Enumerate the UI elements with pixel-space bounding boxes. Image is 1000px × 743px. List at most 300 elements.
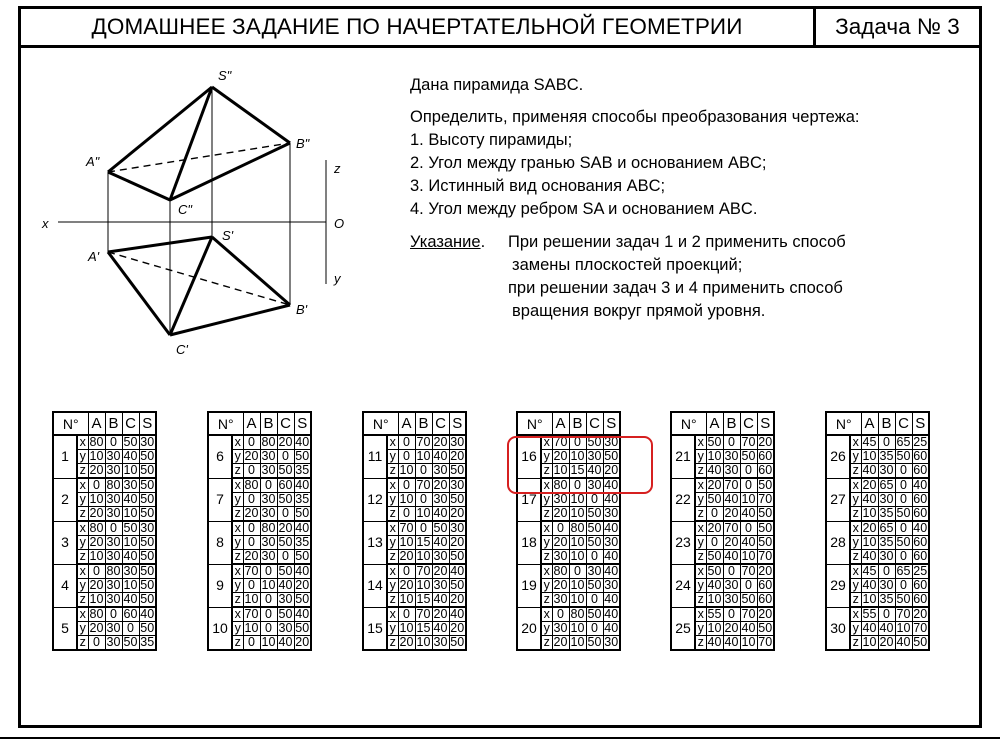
hint-dot: . bbox=[480, 233, 486, 251]
coord-value: 20 bbox=[399, 635, 414, 649]
table-header-s: S bbox=[912, 412, 929, 435]
coord-value: 0 bbox=[243, 636, 260, 651]
coord-label: z bbox=[541, 593, 552, 608]
table-row bbox=[53, 435, 156, 450]
table-header-c: C bbox=[740, 412, 757, 435]
coord-value: 70 bbox=[416, 435, 431, 449]
coord-value: 20 bbox=[724, 621, 739, 635]
coord-value: 30 bbox=[587, 478, 602, 492]
coord-value: 40 bbox=[604, 564, 619, 578]
coord-value: 40 bbox=[896, 635, 911, 649]
coord-value: 50 bbox=[278, 492, 293, 506]
coord-label: x bbox=[695, 478, 706, 493]
coord-value: 80 bbox=[553, 564, 568, 578]
variant-number: 14 bbox=[363, 564, 387, 607]
coord-value: 10 bbox=[707, 592, 722, 606]
coord-label: z bbox=[77, 464, 88, 479]
table-row bbox=[517, 521, 620, 536]
coord-value: 10 bbox=[123, 506, 138, 520]
table-row bbox=[53, 478, 156, 493]
table-header-s: S bbox=[449, 412, 466, 435]
coord-value: 40 bbox=[604, 621, 619, 635]
table-row bbox=[826, 435, 929, 450]
coord-label: x bbox=[695, 607, 706, 622]
coord-value: 30 bbox=[261, 449, 276, 463]
coord-value: 10 bbox=[862, 592, 877, 606]
table-row bbox=[363, 435, 466, 450]
coord-value: 0 bbox=[277, 550, 294, 565]
variant-number: 24 bbox=[671, 564, 695, 607]
coord-value: 30 bbox=[879, 578, 894, 592]
coord-value: 0 bbox=[398, 435, 415, 450]
table-row bbox=[517, 607, 620, 622]
coord-value: 30 bbox=[106, 635, 121, 649]
coord-label: x bbox=[541, 607, 552, 622]
table-header-s: S bbox=[139, 412, 156, 435]
coord-label: z bbox=[850, 550, 861, 565]
coord-value: 10 bbox=[862, 635, 877, 649]
coord-value: 0 bbox=[260, 593, 277, 608]
coord-value: 60 bbox=[913, 592, 928, 606]
coord-value: 0 bbox=[706, 507, 723, 522]
coord-value: 0 bbox=[552, 521, 569, 536]
coord-label: z bbox=[387, 593, 398, 608]
determine-text: Определить, применяя способы преобразования чертежа: bbox=[410, 108, 860, 126]
edge-ac-top bbox=[108, 252, 170, 335]
coord-value: 10 bbox=[89, 549, 104, 563]
coord-label: y bbox=[541, 493, 552, 507]
coord-value: 50 bbox=[741, 449, 756, 463]
coord-value: 50 bbox=[123, 635, 138, 649]
coord-value: 50 bbox=[123, 521, 138, 535]
coord-value: 0 bbox=[105, 607, 122, 622]
table-header-a: A bbox=[552, 412, 569, 435]
coord-value: 80 bbox=[261, 435, 276, 449]
coord-value: 30 bbox=[879, 463, 894, 477]
label-a1: A' bbox=[88, 249, 100, 264]
variant-number: 17 bbox=[517, 478, 541, 521]
table-header-c: C bbox=[277, 412, 294, 435]
table-row bbox=[363, 607, 466, 622]
coord-label: x bbox=[387, 435, 398, 450]
coord-value: 10 bbox=[416, 506, 431, 520]
label-b1: B' bbox=[296, 302, 308, 317]
table-header-s: S bbox=[603, 412, 620, 435]
coord-value: 70 bbox=[553, 435, 568, 449]
coord-label: x bbox=[387, 478, 398, 493]
coord-value: 35 bbox=[295, 492, 310, 506]
coord-value: 30 bbox=[123, 478, 138, 492]
coord-value: 80 bbox=[244, 478, 259, 492]
coord-value: 0 bbox=[569, 564, 586, 579]
coord-value: 80 bbox=[553, 478, 568, 492]
coord-value: 50 bbox=[140, 535, 155, 549]
coord-value: 50 bbox=[123, 435, 138, 449]
coord-label: y bbox=[232, 450, 243, 464]
label-y: y bbox=[334, 271, 341, 286]
coord-label: y bbox=[77, 536, 88, 550]
coord-label: x bbox=[77, 564, 88, 579]
coord-value: 70 bbox=[724, 478, 739, 492]
coord-value: 0 bbox=[105, 435, 122, 450]
table-header-a: A bbox=[398, 412, 415, 435]
coord-value: 10 bbox=[570, 449, 585, 463]
coord-value: 50 bbox=[587, 635, 602, 649]
variant-number: 13 bbox=[363, 521, 387, 564]
coord-value: 50 bbox=[758, 478, 773, 492]
coord-label: y bbox=[77, 622, 88, 636]
coord-value: 20 bbox=[295, 578, 310, 592]
coord-label: y bbox=[232, 622, 243, 636]
coord-value: 30 bbox=[278, 621, 293, 635]
coord-label: y bbox=[541, 579, 552, 593]
table-header-c: C bbox=[895, 412, 912, 435]
coord-value: 80 bbox=[570, 521, 585, 535]
table-header-no: N° bbox=[826, 412, 861, 435]
coord-value: 20 bbox=[707, 478, 722, 492]
table-header-a: A bbox=[861, 412, 878, 435]
coord-value: 40 bbox=[433, 535, 448, 549]
coord-label: x bbox=[77, 478, 88, 493]
coord-value: 50 bbox=[758, 521, 773, 535]
coord-value: 10 bbox=[570, 621, 585, 635]
coord-label: y bbox=[850, 622, 861, 636]
coord-value: 50 bbox=[450, 463, 465, 477]
coord-value: 0 bbox=[243, 493, 260, 507]
coord-value: 35 bbox=[879, 592, 894, 606]
coord-label: y bbox=[387, 450, 398, 464]
coord-value: 0 bbox=[415, 493, 432, 507]
coord-value: 20 bbox=[450, 506, 465, 520]
coord-value: 0 bbox=[260, 607, 277, 622]
coord-value: 30 bbox=[879, 492, 894, 506]
coord-label: y bbox=[695, 579, 706, 593]
coord-label: z bbox=[387, 550, 398, 565]
coord-value: 35 bbox=[140, 635, 155, 649]
coord-value: 50 bbox=[140, 463, 155, 477]
coord-label: y bbox=[695, 622, 706, 636]
coord-value: 40 bbox=[140, 607, 155, 621]
variant-number: 1 bbox=[53, 435, 77, 478]
coord-value: 50 bbox=[587, 535, 602, 549]
coord-value: 50 bbox=[587, 607, 602, 621]
table-row bbox=[671, 435, 774, 450]
coord-label: y bbox=[850, 493, 861, 507]
task-item-3: 3. Истинный вид основания ABC; bbox=[410, 177, 666, 195]
coord-label: z bbox=[232, 464, 243, 479]
coord-value: 70 bbox=[244, 564, 259, 578]
coord-value: 40 bbox=[724, 635, 739, 649]
page-title: ДОМАШНЕЕ ЗАДАНИЕ ПО НАЧЕРТАТЕЛЬНОЙ ГЕОМЕТРИИ bbox=[91, 14, 743, 39]
coord-value: 10 bbox=[399, 592, 414, 606]
coord-value: 0 bbox=[895, 579, 912, 593]
coord-label: z bbox=[850, 507, 861, 522]
coord-value: 30 bbox=[261, 492, 276, 506]
coord-value: 20 bbox=[553, 506, 568, 520]
coord-label: x bbox=[850, 607, 861, 622]
coord-value: 20 bbox=[450, 592, 465, 606]
coord-label: y bbox=[232, 579, 243, 593]
coord-value: 70 bbox=[724, 521, 739, 535]
variant-number: 18 bbox=[517, 521, 541, 564]
coord-value: 0 bbox=[260, 478, 277, 493]
coord-label: z bbox=[695, 464, 706, 479]
coord-value: 10 bbox=[570, 549, 585, 563]
label-b2: B" bbox=[296, 136, 310, 151]
coord-value: 10 bbox=[89, 492, 104, 506]
coord-value: 70 bbox=[913, 621, 928, 635]
coord-value: 40 bbox=[862, 549, 877, 563]
hint-line-4: вращения вокруг прямой уровня. bbox=[512, 302, 766, 320]
coord-value: 25 bbox=[913, 435, 928, 449]
variant-table bbox=[52, 411, 157, 651]
coord-value: 0 bbox=[895, 493, 912, 507]
coord-value: 10 bbox=[570, 492, 585, 506]
coord-label: x bbox=[232, 435, 243, 450]
variant-number: 26 bbox=[826, 435, 850, 478]
table-header-no: N° bbox=[671, 412, 706, 435]
coord-label: y bbox=[541, 622, 552, 636]
coord-value: 50 bbox=[140, 492, 155, 506]
coord-label: y bbox=[850, 579, 861, 593]
coord-label: z bbox=[541, 636, 552, 651]
coord-label: z bbox=[695, 593, 706, 608]
label-s2: S" bbox=[218, 68, 232, 83]
variant-number: 6 bbox=[208, 435, 232, 478]
coord-value: 10 bbox=[399, 492, 414, 506]
coord-value: 0 bbox=[243, 435, 260, 450]
coord-value: 10 bbox=[416, 449, 431, 463]
coord-value: 0 bbox=[895, 464, 912, 479]
coord-value: 30 bbox=[106, 621, 121, 635]
coord-value: 0 bbox=[88, 564, 105, 579]
coord-label: y bbox=[695, 450, 706, 464]
coord-value: 0 bbox=[122, 622, 139, 636]
coord-label: x bbox=[232, 478, 243, 493]
coord-label: x bbox=[387, 521, 398, 536]
coord-value: 80 bbox=[261, 521, 276, 535]
variant-number: 11 bbox=[363, 435, 387, 478]
coord-value: 0 bbox=[105, 521, 122, 536]
edge-sb-front bbox=[212, 87, 290, 143]
label-z: z bbox=[334, 161, 341, 176]
variant-table bbox=[207, 411, 312, 651]
coord-value: 30 bbox=[450, 521, 465, 535]
coord-value: 0 bbox=[415, 521, 432, 536]
coord-value: 50 bbox=[140, 549, 155, 563]
coord-value: 0 bbox=[723, 607, 740, 622]
coord-value: 20 bbox=[758, 435, 773, 449]
coord-label: y bbox=[387, 579, 398, 593]
coord-value: 60 bbox=[758, 578, 773, 592]
coord-value: 70 bbox=[758, 635, 773, 649]
coord-value: 55 bbox=[862, 607, 877, 621]
table-row bbox=[208, 564, 311, 579]
coord-value: 50 bbox=[587, 435, 602, 449]
coord-value: 30 bbox=[604, 535, 619, 549]
coord-value: 30 bbox=[433, 463, 448, 477]
coord-value: 20 bbox=[399, 549, 414, 563]
table-header-no: N° bbox=[517, 412, 552, 435]
coord-value: 20 bbox=[862, 478, 877, 492]
coord-value: 30 bbox=[261, 506, 276, 520]
coord-value: 40 bbox=[123, 592, 138, 606]
coord-value: 20 bbox=[89, 535, 104, 549]
coord-value: 30 bbox=[553, 592, 568, 606]
variant-number: 16 bbox=[517, 435, 541, 478]
coord-value: 30 bbox=[450, 478, 465, 492]
table-row bbox=[671, 564, 774, 579]
coord-value: 20 bbox=[450, 449, 465, 463]
coord-value: 40 bbox=[123, 492, 138, 506]
coord-value: 40 bbox=[278, 578, 293, 592]
coord-label: y bbox=[850, 536, 861, 550]
coord-value: 40 bbox=[123, 449, 138, 463]
coord-value: 40 bbox=[433, 506, 448, 520]
coord-value: 50 bbox=[450, 549, 465, 563]
coord-value: 50 bbox=[140, 578, 155, 592]
coord-value: 60 bbox=[758, 463, 773, 477]
coord-label: x bbox=[850, 435, 861, 450]
coord-value: 70 bbox=[758, 492, 773, 506]
coord-value: 40 bbox=[604, 592, 619, 606]
coord-value: 30 bbox=[140, 435, 155, 449]
coord-value: 10 bbox=[570, 535, 585, 549]
coord-value: 0 bbox=[569, 435, 586, 450]
coord-label: z bbox=[387, 464, 398, 479]
table-row bbox=[208, 521, 311, 536]
coord-label: y bbox=[695, 536, 706, 550]
coord-value: 50 bbox=[450, 578, 465, 592]
coord-value: 50 bbox=[896, 449, 911, 463]
variant-number: 20 bbox=[517, 607, 541, 650]
coord-value: 40 bbox=[741, 506, 756, 520]
edge-cb-top bbox=[170, 305, 290, 335]
coord-value: 30 bbox=[106, 449, 121, 463]
coord-value: 15 bbox=[570, 463, 585, 477]
coord-value: 60 bbox=[758, 449, 773, 463]
coord-value: 50 bbox=[278, 564, 293, 578]
table-row bbox=[671, 478, 774, 493]
coord-value: 10 bbox=[570, 635, 585, 649]
coord-value: 0 bbox=[723, 564, 740, 579]
coord-value: 40 bbox=[295, 435, 310, 449]
coord-value: 40 bbox=[724, 549, 739, 563]
coord-label: x bbox=[232, 607, 243, 622]
coord-value: 20 bbox=[553, 635, 568, 649]
coord-value: 30 bbox=[261, 535, 276, 549]
coord-value: 60 bbox=[913, 535, 928, 549]
coord-label: y bbox=[232, 536, 243, 550]
coord-value: 40 bbox=[604, 549, 619, 563]
coord-value: 30 bbox=[106, 463, 121, 477]
coord-value: 10 bbox=[553, 463, 568, 477]
coord-value: 15 bbox=[416, 592, 431, 606]
coord-value: 50 bbox=[741, 592, 756, 606]
coord-value: 50 bbox=[587, 506, 602, 520]
coord-value: 10 bbox=[741, 549, 756, 563]
table-row bbox=[826, 564, 929, 579]
coord-value: 50 bbox=[707, 564, 722, 578]
coord-value: 15 bbox=[416, 621, 431, 635]
table-header-b: B bbox=[878, 412, 895, 435]
table-header-no: N° bbox=[53, 412, 88, 435]
label-c2: C" bbox=[178, 202, 193, 217]
coord-value: 10 bbox=[741, 492, 756, 506]
coord-value: 50 bbox=[758, 621, 773, 635]
hint-line-2: замены плоскостей проекций; bbox=[512, 256, 743, 274]
coord-label: x bbox=[232, 521, 243, 536]
coord-value: 40 bbox=[604, 607, 619, 621]
coord-value: 20 bbox=[89, 621, 104, 635]
coord-value: 70 bbox=[741, 607, 756, 621]
coord-value: 35 bbox=[879, 449, 894, 463]
coord-value: 40 bbox=[604, 492, 619, 506]
coord-value: 10 bbox=[89, 592, 104, 606]
coord-value: 30 bbox=[604, 506, 619, 520]
table-header-s: S bbox=[757, 412, 774, 435]
coord-label: z bbox=[850, 593, 861, 608]
coord-value: 30 bbox=[553, 492, 568, 506]
coord-value: 0 bbox=[706, 536, 723, 550]
coord-label: z bbox=[232, 550, 243, 565]
coord-label: z bbox=[541, 507, 552, 522]
point-labels bbox=[41, 68, 344, 357]
coord-value: 40 bbox=[295, 478, 310, 492]
coord-value: 50 bbox=[587, 521, 602, 535]
label-c1: C' bbox=[176, 342, 188, 357]
coord-value: 0 bbox=[740, 521, 757, 536]
coord-label: z bbox=[232, 507, 243, 522]
table-row bbox=[671, 521, 774, 536]
coord-value: 70 bbox=[416, 478, 431, 492]
coord-value: 30 bbox=[278, 592, 293, 606]
coord-value: 60 bbox=[913, 449, 928, 463]
coord-value: 65 bbox=[879, 521, 894, 535]
coord-label: x bbox=[850, 521, 861, 536]
variant-number: 21 bbox=[671, 435, 695, 478]
coord-label: z bbox=[695, 550, 706, 565]
table-row bbox=[363, 521, 466, 536]
coord-value: 40 bbox=[450, 564, 465, 578]
coord-label: x bbox=[387, 607, 398, 622]
coord-value: 70 bbox=[416, 607, 431, 621]
table-row bbox=[53, 607, 156, 622]
coord-value: 40 bbox=[295, 521, 310, 535]
coord-value: 50 bbox=[295, 449, 310, 463]
coord-value: 20 bbox=[450, 535, 465, 549]
table-row bbox=[826, 521, 929, 536]
coord-value: 0 bbox=[260, 622, 277, 636]
variant-number: 8 bbox=[208, 521, 232, 564]
variant-number: 22 bbox=[671, 478, 695, 521]
coord-label: x bbox=[695, 564, 706, 579]
coord-value: 50 bbox=[140, 506, 155, 520]
variant-number: 5 bbox=[53, 607, 77, 650]
coord-value: 30 bbox=[724, 578, 739, 592]
coord-value: 10 bbox=[89, 449, 104, 463]
table-header-b: B bbox=[105, 412, 122, 435]
coord-value: 30 bbox=[553, 621, 568, 635]
coord-value: 30 bbox=[106, 506, 121, 520]
variant-number: 23 bbox=[671, 521, 695, 564]
coord-value: 50 bbox=[295, 549, 310, 563]
coord-value: 30 bbox=[106, 535, 121, 549]
coord-value: 30 bbox=[106, 578, 121, 592]
label-o: O bbox=[334, 216, 345, 231]
table-row bbox=[208, 435, 311, 450]
coord-value: 10 bbox=[244, 592, 259, 606]
